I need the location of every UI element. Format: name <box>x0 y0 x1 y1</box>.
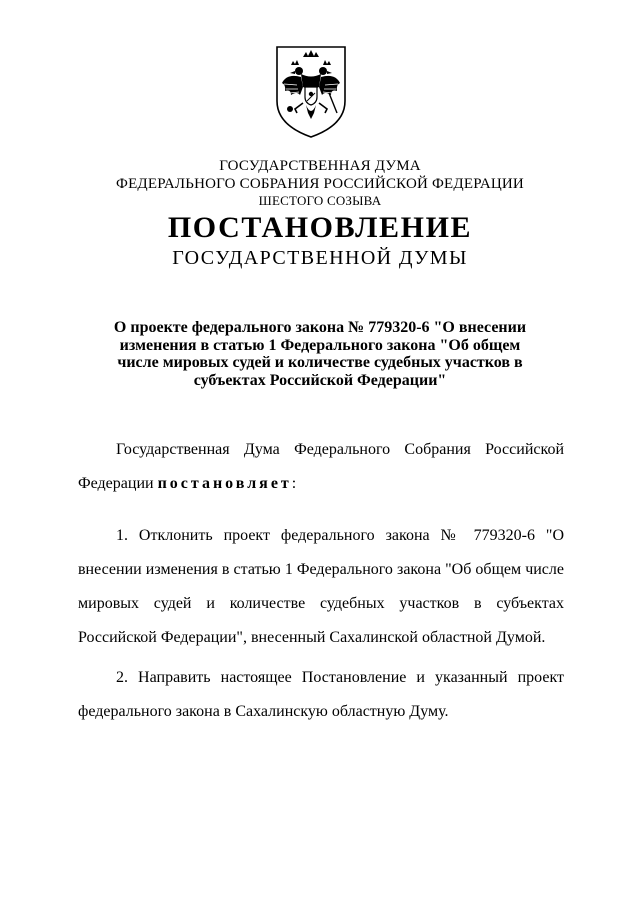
resolves-word: постановляет <box>157 475 292 492</box>
intro-paragraph <box>78 433 564 501</box>
header-line-2: ФЕДЕРАЛЬНОГО СОБРАНИЯ РОССИЙСКОЙ ФЕДЕРАЦИИ <box>116 176 524 192</box>
header-line-3: ШЕСТОГО СОЗЫВА <box>258 193 382 208</box>
document-subject: О проекте федерального закона № 779320-6 "О внесении изменения в статью 1 Федерального закона "Об общем числе мировых судей и количестве судебных участков в субъектах Российской Федерации" <box>113 319 527 389</box>
document-subtitle: ГОСУДАРСТВЕННОЙ ДУМЫ <box>172 247 468 269</box>
coat-of-arms-icon <box>273 43 349 139</box>
intro-colon: : <box>291 475 297 492</box>
resolution-item-2: 2. Направить настоящее Постановление и указанный проект федерального закона в Сахалинскую областную Думу. <box>78 669 564 720</box>
header-line-1: ГОСУДАРСТВЕННАЯ ДУМА <box>219 158 421 174</box>
intro-text: Государственная Дума Федерального Собрания Российской Федерации <box>78 441 564 492</box>
document-title: ПОСТАНОВЛЕНИЕ <box>167 211 473 244</box>
resolution-item-1: 1. Отклонить проект федерального закона № 779320-6 "О внесении изменения в статью 1 Федерального закона "Об общем числе мировых судей и количестве судебных участков в субъектах Российской Федерации", внесенный Сахалинской областной Думой. <box>78 527 564 646</box>
